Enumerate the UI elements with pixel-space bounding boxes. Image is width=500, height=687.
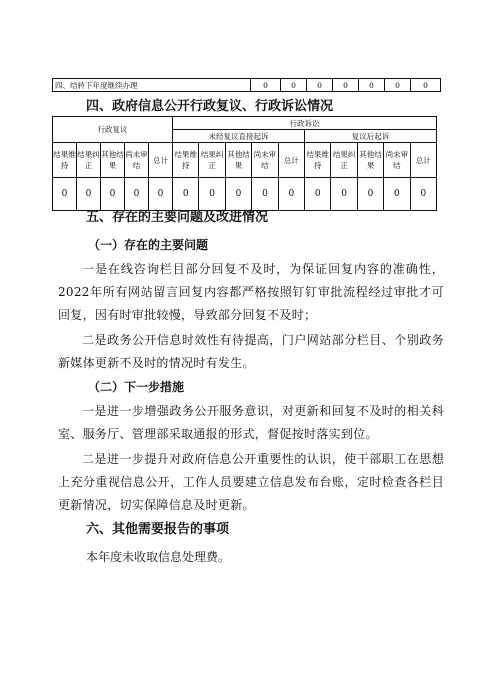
table-cell: 0 xyxy=(305,178,331,211)
paragraph-measure-1: 一是进一步增强政务公开服务意识，对更新和回复不及时的相关科室、服务厅、管理部采取通报的形式，督促按时落实到位。 xyxy=(58,404,444,441)
table-cell: 0 xyxy=(357,178,383,211)
table-cell: 0 xyxy=(53,178,77,211)
header-litigation: 行政诉讼 xyxy=(173,117,437,130)
column-header: 结果纠正 xyxy=(331,143,357,178)
header-review: 行政复议 xyxy=(53,117,173,143)
column-header: 尚未审结 xyxy=(384,143,410,178)
carry-over-row-table xyxy=(52,78,441,92)
section6-heading: 六、其他需要报告的事项 xyxy=(86,522,230,537)
carry-over-value: 0 xyxy=(251,79,281,92)
column-header: 总计 xyxy=(149,143,173,178)
table-cell: 0 xyxy=(225,178,251,211)
table-cell: 0 xyxy=(101,178,125,211)
section4-heading: 四、政府信息公开行政复议、行政诉讼情况 xyxy=(86,99,334,114)
section5-subheading-problems: （一）存在的主要问题 xyxy=(88,238,209,252)
paragraph-measure-2: 二是进一步提升对政府信息公开重要性的认识，使干部职工在思想上充分重视信息公开，工作人员要建立信息发布台账，定时检查各栏目更新情况，切实保障信息及时更新。 xyxy=(58,452,444,512)
table-cell: 0 xyxy=(77,178,101,211)
section5-subheading-measures: （二）下一步措施 xyxy=(88,380,185,394)
column-header: 其他结果 xyxy=(225,143,251,178)
carry-over-label: 四、结转下年度继续办理 xyxy=(53,79,251,92)
paragraph-problem-2: 二是政务公开信息时效性有待提高，门户网站部分栏目、个别政务新媒体更新不及时的情况时有发生。 xyxy=(58,333,444,370)
carry-over-value: 0 xyxy=(333,79,359,92)
column-header: 尚未审结 xyxy=(125,143,149,178)
carry-over-value: 0 xyxy=(307,79,333,92)
column-header: 结果纠正 xyxy=(199,143,225,178)
header-suit-after-review: 复议后起诉 xyxy=(305,130,437,143)
carry-over-value: 0 xyxy=(359,79,385,92)
column-header: 结果维持 xyxy=(173,143,199,178)
carry-over-value: 0 xyxy=(281,79,307,92)
table-header-row xyxy=(53,117,437,130)
table-cell: 0 xyxy=(199,178,225,211)
carry-over-row xyxy=(53,79,441,92)
carry-over-value: 0 xyxy=(411,79,441,92)
column-header: 结果纠正 xyxy=(77,143,101,178)
review-litigation-table xyxy=(52,116,437,211)
column-header: 总计 xyxy=(278,143,304,178)
table-cell: 0 xyxy=(410,178,436,211)
column-header: 尚未审结 xyxy=(252,143,278,178)
table-cell: 0 xyxy=(331,178,357,211)
column-header: 结果维持 xyxy=(305,143,331,178)
section6-text: 本年度未收取信息处理费。 xyxy=(86,550,231,564)
column-header: 总计 xyxy=(410,143,436,178)
table-cell: 0 xyxy=(252,178,278,211)
table-cell: 0 xyxy=(125,178,149,211)
column-header: 结果维持 xyxy=(53,143,77,178)
table-cell: 0 xyxy=(149,178,173,211)
section5-heading: 五、存在的主要问题及改进情况 xyxy=(86,210,269,225)
carry-over-value: 0 xyxy=(385,79,411,92)
table-cell: 0 xyxy=(384,178,410,211)
column-header: 其他结果 xyxy=(357,143,383,178)
table-cell: 0 xyxy=(278,178,304,211)
column-header: 其他结果 xyxy=(101,143,125,178)
table-column-row xyxy=(53,143,437,178)
header-direct-suit: 未经复议直接起诉 xyxy=(173,130,305,143)
table-cell: 0 xyxy=(173,178,199,211)
paragraph-problem-1: 一是在线咨询栏目部分回复不及时，为保证回复内容的准确性，2022年所有网站留言回复内容都严格按照钉钉审批流程经过审批才可回复，因有时审批较慢，导致部分回复不及时； xyxy=(58,262,444,322)
